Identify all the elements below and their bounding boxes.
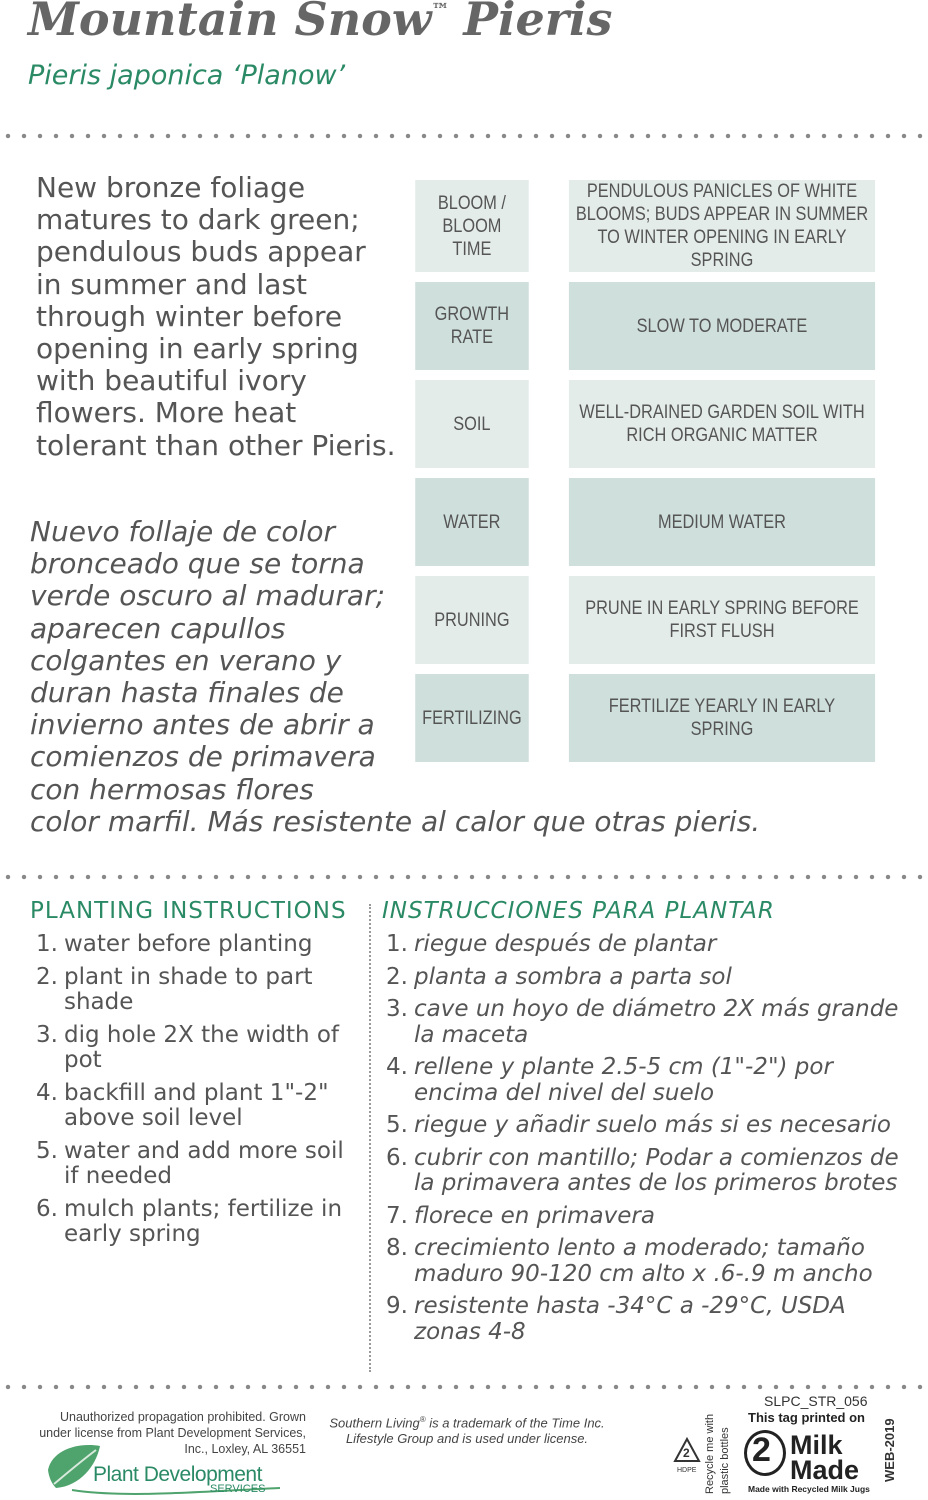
product-title [28,0,612,46]
tag-printed-note: This tag printed on [748,1410,865,1425]
dotted-divider [0,133,928,139]
step-number: 1. [386,931,408,957]
planting-step [30,1081,360,1132]
logo-subtitle: SERVICES [210,1483,266,1495]
title-main: Mountain Snow [28,0,432,46]
planting-step [30,1023,360,1074]
step-number: 3. [386,996,408,1022]
care-value: PENDULOUS PANICLES OF WHITE BLOOMS; BUDS APPEAR IN SUMMER TO WINTER OPENING IN EARLY SPRING [569,180,875,272]
step-text: backfill and plant 1"-2" above soil level [64,1079,329,1131]
care-value: SLOW TO MODERATE [569,282,875,370]
planting-step [30,965,360,1016]
step-text: resistente hasta -34°C a -29°C, USDA zonas 4-8 [414,1293,846,1345]
step-text: crecimiento lento a moderado; tamaño maduro 90-120 cm alto x .6-.9 m ancho [414,1235,873,1287]
recycle-note-line-2: plastic bottles [719,1427,731,1494]
latin-name: Pieris japonica ‘Planow’ [28,60,346,91]
planting-heading-english: PLANTING INSTRUCTIONS [30,898,347,924]
step-text: riegue y añadir suelo más si es necesario [414,1112,892,1138]
planting-step [382,1294,902,1345]
recycle-note-line-1: Recycle me with [704,1413,716,1494]
care-value: PRUNE IN EARLY SPRING BEFORE FIRST FLUSH [569,576,875,664]
trademark-text: is a trademark of the Time Inc. Lifestyle Group and is used under license. [345,1415,605,1447]
column-divider [369,904,371,1372]
planting-instructions-english [30,898,360,1255]
step-text: cubrir con mantillo; Podar a comienzos de la primavera antes de los primeros brotes [414,1144,899,1196]
care-label: SOIL [415,380,528,468]
care-value: FERTILIZE YEARLY IN EARLY SPRING [569,674,875,762]
description-english: New bronze foliage matures to dark green; pendulous buds appear in summer and last through winter before opening in early spring with beautiful ivory flowers. More heat tolerant than other Pieris. [36,171,396,462]
step-text: planta a sombra a parta sol [414,963,732,990]
care-label: FERTILIZING [415,674,528,762]
step-text: florece en primavera [414,1202,655,1229]
planting-steps-spanish [382,932,902,1345]
care-row-growth-rate [406,282,900,370]
planting-heading-spanish: INSTRUCCIONES PARA PLANTAR [382,898,775,924]
description-spanish-line: comienzos de primavera [30,740,376,774]
step-text: water before planting [64,931,313,957]
care-info-table [400,170,906,772]
step-text: dig hole 2X the width of pot [64,1021,340,1073]
step-number: 2. [386,963,408,990]
step-number: 7. [386,1202,408,1229]
step-text: rellene y plante 2.5-5 cm (1"-2") por encima del nivel del suelo [414,1054,833,1106]
step-number: 6. [386,1144,408,1171]
care-label: BLOOM / BLOOM TIME [415,180,528,272]
step-number: 6. [36,1195,58,1222]
step-number: 3. [36,1021,58,1048]
step-number: 8. [386,1235,408,1261]
description-spanish-line: duran hasta finales de [30,676,344,710]
milk-made-number: 2 [752,1431,771,1469]
care-row-fertilizing [406,674,900,762]
description-spanish-line: bronceado que se torna [30,547,365,581]
step-number: 2. [36,963,58,990]
care-label: GROWTH RATE [415,282,528,370]
trademark-symbol: ™ [431,0,450,21]
description-spanish-line: color marfil. Más resistente al calor que otras pieris. [30,804,761,838]
planting-step [30,932,360,958]
step-text: water and add more soil if needed [64,1137,344,1189]
care-row-soil [406,380,900,468]
trademark-note [326,1412,608,1447]
description-spanish-line: con hermosas flores [30,772,314,806]
care-value: MEDIUM WATER [569,478,875,566]
care-label: PRUNING [415,576,528,664]
planting-instructions-spanish [382,898,902,1352]
care-value: WELL-DRAINED GARDEN SOIL WITH RICH ORGANIC MATTER [569,380,875,468]
logo-name: Plant Development [93,1463,262,1486]
care-label: WATER [415,478,528,566]
planting-step [382,1113,902,1139]
trademark-brand: Southern Living [329,1415,420,1431]
care-row-bloom [406,180,900,272]
title-suffix: Pieris [463,0,613,46]
step-number: 4. [36,1079,58,1106]
description-spanish-line: invierno antes de abrir a [30,708,375,742]
step-number: 1. [36,931,58,957]
planting-step [30,1139,360,1190]
tag-code: SLPC_STR_056 [764,1393,868,1409]
planting-steps-english [30,932,360,1248]
care-row-pruning [406,576,900,664]
description-spanish-line: colgantes en verano y [30,643,342,677]
dotted-divider [0,874,928,880]
step-text: plant in shade to part shade [64,963,313,1015]
description-spanish-line: verde oscuro al madurar; [30,579,386,613]
planting-step [382,1055,902,1106]
dotted-divider [0,1384,928,1390]
care-row-water [406,478,900,566]
recycle-material: HDPE [677,1467,697,1474]
milk-made-word-2: Made [790,1455,860,1485]
planting-step [382,1204,902,1230]
recycle-code: 2 [683,1446,690,1460]
step-number: 5. [386,1112,408,1138]
step-text: cave un hoyo de diámetro 2X más grande la maceta [414,996,899,1048]
planting-step [382,1146,902,1197]
planting-step [30,1197,360,1248]
planting-step [382,997,902,1048]
propagation-notice: Unauthorized propagation prohibited. Grown under license from Plant Development Services, Inc., Loxley, AL 36551 [39,1410,306,1456]
step-text: mulch plants; fertilize in early spring [64,1195,343,1247]
step-number: 4. [386,1054,408,1080]
web-code: WEB-2019 [882,1418,897,1482]
trademark-reg: ® [419,1415,426,1424]
milk-made-subtitle: Made with Recycled Milk Jugs [748,1484,870,1494]
step-number: 9. [386,1293,408,1319]
description-spanish-line: aparecen capullos [30,611,286,645]
step-text: riegue después de plantar [414,931,717,957]
planting-step [382,1236,902,1287]
planting-step [382,965,902,991]
milk-made-word-1: Milk [790,1430,843,1460]
step-number: 5. [36,1137,58,1164]
planting-step [382,932,902,958]
description-spanish-line: Nuevo follaje de color [30,515,335,548]
